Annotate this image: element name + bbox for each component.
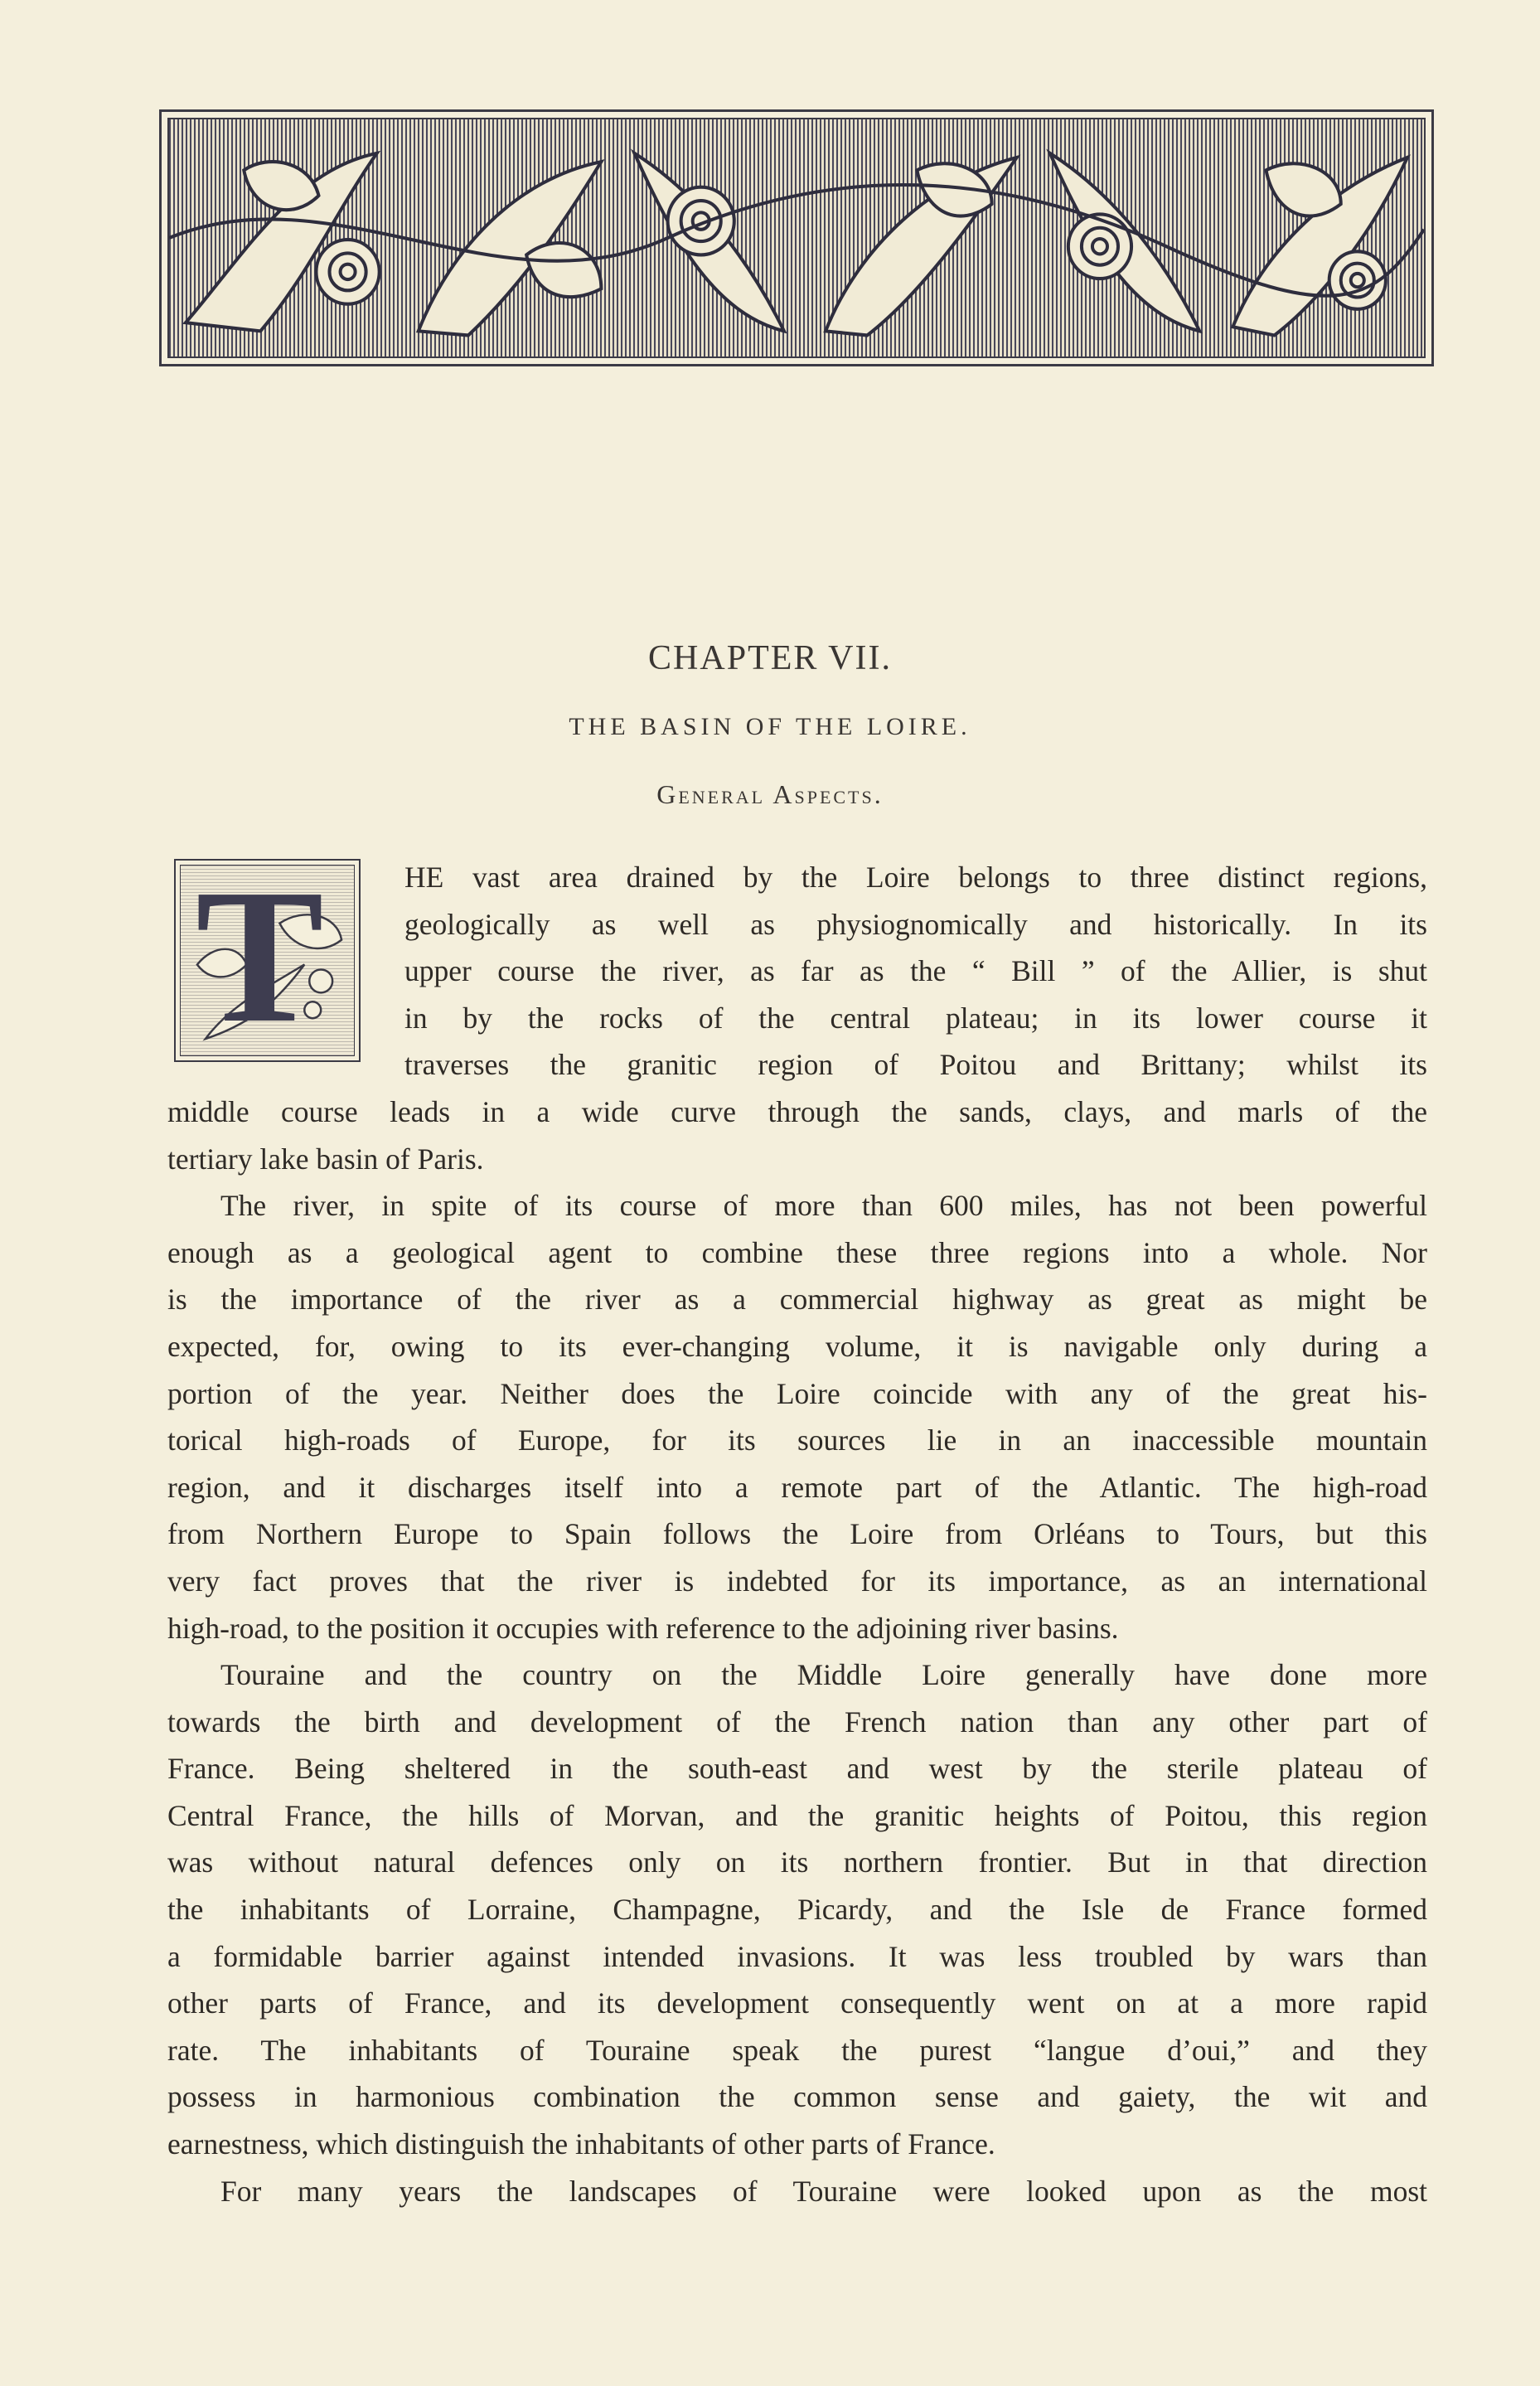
text-line: portion of the year. Neither does the Loire coincide with any of the great his- xyxy=(167,1376,1427,1410)
text-line: enough as a geological agent to combine these three regions into a whole. Nor xyxy=(167,1235,1427,1269)
text-line: The river, in spite of its course of more than 600 miles, has not been powerful xyxy=(220,1189,1427,1223)
text-line: earnestness, which distinguish the inhabitants of other parts of France. xyxy=(167,2127,995,2161)
text-line: traverses the granitic region of Poitou and Brittany; whilst its xyxy=(404,1048,1427,1082)
text-line: high-road, to the position it occupies with reference to the adjoining river basins. xyxy=(167,1611,1119,1645)
text-line: very fact proves that the river is indebted for its importance, as an international xyxy=(167,1564,1427,1598)
text-line: is the importance of the river as a commercial highway as great as might be xyxy=(167,1283,1427,1317)
drop-cap-letter: T xyxy=(196,865,324,1056)
text-line: in by the rocks of the central plateau; in its lower course it xyxy=(404,1001,1427,1035)
text-line: Central France, the hills of Morvan, and the granitic heights of Poitou, this region xyxy=(167,1798,1427,1832)
chapter-title: CHAPTER VII. xyxy=(648,639,892,677)
text-line: other parts of France, and its development consequently went on at a more rapid xyxy=(167,1986,1427,2020)
headpiece-engraving xyxy=(167,118,1426,358)
text-line: Touraine and the country on the Middle Loire generally have done more xyxy=(220,1658,1427,1692)
subsection-title: General Aspects. xyxy=(656,779,884,809)
text-line: region, and it discharges itself into a remote part of the Atlantic. The high-road xyxy=(167,1470,1427,1504)
body-text xyxy=(167,854,1427,2214)
text-line: from Northern Europe to Spain follows the Loire from Orléans to Tours, but this xyxy=(167,1517,1427,1551)
floral-ornament-icon xyxy=(169,119,1424,356)
text-line: France. Being sheltered in the south-east and west by the sterile plateau of xyxy=(167,1752,1427,1786)
text-line: the inhabitants of Lorraine, Champagne, Picardy, and the Isle de France formed xyxy=(167,1893,1427,1927)
text-line: HE vast area drained by the Loire belongs to three distinct regions, xyxy=(404,861,1427,894)
text-line: a formidable barrier against intended invasions. It was less troubled by wars than xyxy=(167,1939,1427,1973)
text-line: middle course leads in a wide curve through the sands, clays, and marls of the xyxy=(167,1094,1427,1128)
text-line: torical high-roads of Europe, for its sources lie in an inaccessible mountain xyxy=(167,1423,1427,1457)
text-line: tertiary lake basin of Paris. xyxy=(167,1142,484,1176)
text-line: geologically as well as physiognomically and historically. In its xyxy=(404,907,1427,941)
text-line: towards the birth and development of the French nation than any other part of xyxy=(167,1705,1427,1739)
text-line: For many years the landscapes of Touraine were looked upon as the most xyxy=(220,2174,1427,2208)
text-line: expected, for, owing to its ever-changing volume, it is navigable only during a xyxy=(167,1329,1427,1363)
ornamental-headpiece xyxy=(159,109,1434,366)
text-line: was without natural defences only on its northern frontier. But in that direction xyxy=(167,1845,1427,1879)
text-line: upper course the river, as far as the “ Bill ” of the Allier, is shut xyxy=(404,954,1427,988)
text-line: rate. The inhabitants of Touraine speak the purest “langue d’oui,” and they xyxy=(167,2033,1427,2067)
text-line: possess in harmonious combination the common sense and gaiety, the wit and xyxy=(167,2080,1427,2114)
section-title: THE BASIN OF THE LOIRE. xyxy=(569,713,971,740)
